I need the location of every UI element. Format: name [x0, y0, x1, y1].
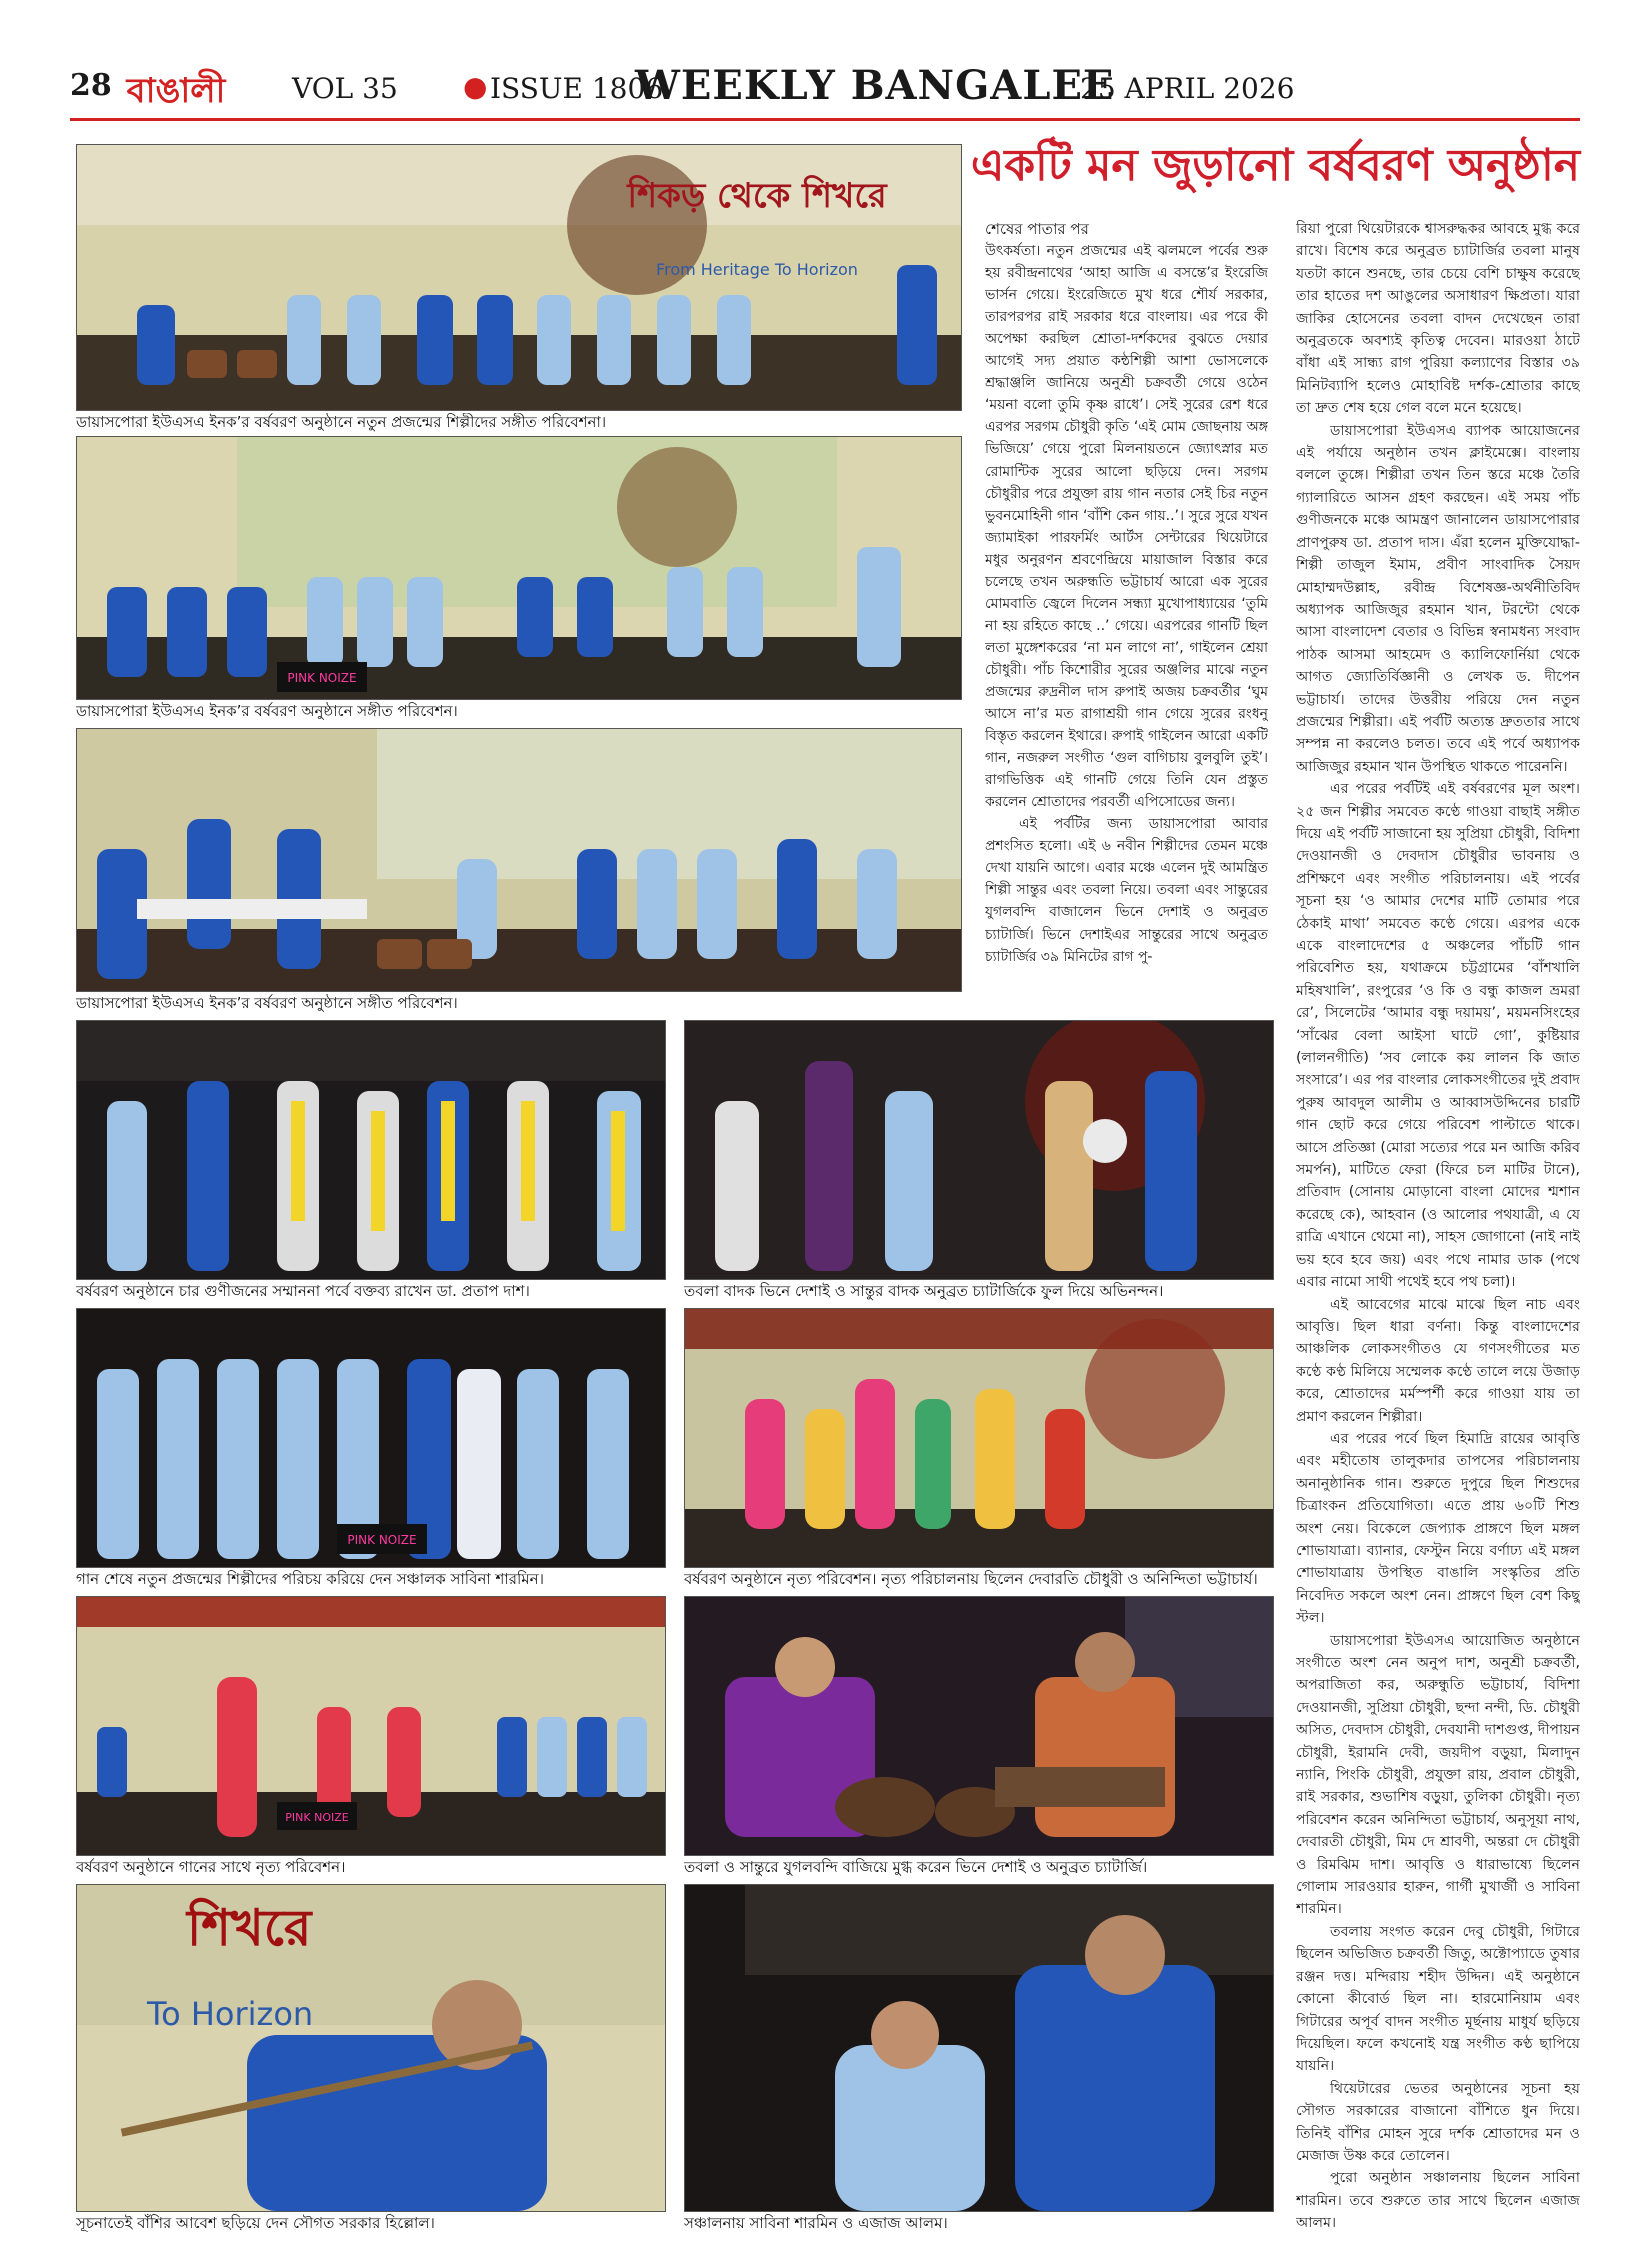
- col2-paragraph-9: পুরো অনুষ্ঠান সঞ্চালনায় ছিলেন সাবিনা শারমিন। তবে শুরুতে তার সাথে ছিলেন এজাজ আলম।: [1296, 2170, 1580, 2232]
- issue-date: 25 APRIL 2026: [1080, 72, 1295, 105]
- speaker-brand-2: PINK NOIZE: [347, 1533, 417, 1547]
- bullet-icon: ●: [463, 70, 488, 103]
- photo-ensemble-singing: [76, 728, 962, 992]
- col2-paragraph-6: ডায়াসপোরা ইউএসএ আয়োজিত অনুষ্ঠানে সংগীতে অংশ নেন অনুপ দাশ, অনুশ্রী চক্রবর্তী, অপরাজিতা কর, অরুন্ধুতি ভট্টাচার্য, বিদিশা দেওয়ানজী, সুপ্রিয়া চৌধুরী, ছন্দা নন্দী, ডি. চৌধুরী অসিত, দেবদাস চৌধুরী, দেবযানী দাশগুপ্ত, দীপায়ন চৌধুরী, ইরামনি দেবী, জয়দীপ বড়ুয়া, মিলাদুন ন্যানি, পিংকি চৌধুরী, প্রযুক্তা রায়, প্রবাল চৌধুরী, রাই সরকার, শুভাশিষ বড়ুয়া, তুলিকা চৌধুরী। নৃত্য পরিবেশন করেন অনিন্দিতা ভট্টাচার্য, অনুসূয়া নাথ, দেবারতী চৌধুরী, মিম দে শ্রাবণী, অন্তরা দে চৌধুরী ও রিমঝিম দাশ। আবৃত্তি ও ধারাভাষ্যে ছিলেন গোলাম সারওয়ার হারুন, গার্গী মুখার্জী ও সাবিনা শারমিন।: [1296, 1632, 1580, 1918]
- article-column-1: [985, 218, 1268, 996]
- photo-singers-jamaica-stage: [76, 436, 962, 700]
- caption-photo3: ডায়াসপোরা ইউএসএ ইনক’র বর্ষবরণ অনুষ্ঠানে সঙ্গীত পরিবেশন।: [76, 994, 458, 1012]
- photo-dance-performance: [684, 1308, 1274, 1568]
- volume: VOL 35: [292, 72, 398, 105]
- photo-artists-introduction: [76, 1308, 666, 1568]
- caption-photo5: তবলা বাদক ভিনে দেশাই ও সান্তুর বাদক অনুব্রত চ্যাটার্জিকে ফুল দিয়ে অভিনন্দন।: [684, 1282, 1164, 1300]
- col2-paragraph-2: ডায়াসপোরা ইউএসএ ব্যাপক আয়োজনের এই পর্যায়ে অনুষ্ঠান তখন ক্লাইমেক্সে। বাংলায় বললে তুঙ্গে। শিল্পীরা তখন তিন স্তরে মঞ্চে তৈরি গ্যালারিতে আসন গ্রহণ করছেন। এই সময় পাঁচ গুণীজনকে মঞ্চে আমন্ত্রণ জানালেন ডায়াসপোরার প্রাণপুরুষ ডা. প্রতাপ দাস। এঁরা হলেন মুক্তিযোদ্ধা-শিল্পী তাজুল ইমাম, প্রবীণ সাংবাদিক সৈয়দ মোহাম্মদউল্লাহ, রবীন্দ্র বিশেষজ্ঞ-অর্থনীতিবিদ অধ্যাপক আজিজুর রহমান খান, টরন্টো থেকে আসা বাংলাদেশ বেতার ও বিভিন্ন স্বনামধন্য সংবাদ পাঠক আসমা আহমেদ ও ক্যালিফোর্নিয়া থেকে আগত জ্যোতির্বিজ্ঞানী ও লেখক ড. দীপেন ভট্টাচার্য। তাদের উত্তরীয় পরিয়ে দেন নতুন প্রজন্মের শিল্পীরা। এই পর্বটি অত্যন্ত দ্রুততার সাথে সম্পন্ন না করলেও চলত। তবে এই পর্বে অধ্যাপক আজিজুর রহমান খান উপস্থিত থাকতে পারেননি।: [1296, 422, 1580, 775]
- backdrop-bangla-partial: শিখরে: [187, 1899, 312, 1957]
- article-column-2: [1296, 218, 1580, 2234]
- page-header: [70, 60, 1580, 122]
- photo-flute-opening: [76, 1884, 666, 2212]
- caption-photo1: ডায়াসপোরা ইউএসএ ইনক’র বর্ষবরণ অনুষ্ঠানে নতুন প্রজন্মের শিল্পীদের সঙ্গীত পরিবেশনা।: [76, 413, 607, 431]
- issue: ISSUE 1806: [490, 72, 664, 105]
- col2-paragraph-5: এর পরের পর্বে ছিল হিমাদ্রি রায়ের আবৃত্তি এবং মহীতোষ তালুকদার তাপসের পরিচালনায় অনানুষ্ঠানিক গান। শুরুতে দুপুরে ছিল শিশুদের চিত্রাংকন প্রতিযোগিতা। এতে প্রায় ৬০টি শিশু অংশ নেয়। বিকেলে জেপ্যাক প্রাঙ্গণে ছিল মঙ্গল শোভাযাত্রা। ব্যানার, ফেস্টুন নিয়ে বর্ণাঢ্য এই মঙ্গল শোভাযাত্রায় উপস্থিত বাঙালি সংস্কৃতির প্রতি নিবেদিত সকলে অংশ নেন। প্রাঙ্গণে ছিল বেশ কিছু স্টল।: [1296, 1430, 1580, 1627]
- backdrop-english-partial: To Horizon: [147, 1995, 314, 2033]
- page-number: 28: [70, 68, 112, 103]
- photo-new-generation-singers: [76, 144, 962, 411]
- header-rule: [70, 118, 1580, 121]
- photo-honoring-guests: [76, 1020, 666, 1280]
- logo-text: বাঙালী: [126, 71, 226, 111]
- col2-paragraph-1: রিয়া পুরো থিয়েটারকে শ্বাসরুদ্ধকর আবহে মুগ্ধ করে রাখে। বিশেষ করে অনুব্রত চ্যাটার্জির তবলা মানুষ যতটা কানে শুনছে, তার চেয়ে বেশি চাক্ষুষ করেছে তার হাতের দশ আঙুলের অসাধারণ ক্ষিপ্রতা। যারা জাকির হোসেনের তবলা বাদন দেখেছেন তারা অনুব্রতকে অবশ্যই কৃতিত্ব দেবেন। মারওয়া ঠাটে বাঁধা এই সান্ধ্য রাগ পুরিয়া কল্যাণের বিস্তার ৩৯ মিনিটব্যাপি হলেও মোহাবিষ্ট দর্শক-শ্রোতার কাছে তা দ্রুত শেষ হয়ে গেল বলে মনে হয়েছে।: [1296, 221, 1580, 417]
- caption-photo7: বর্ষবরণ অনুষ্ঠানে নৃত্য পরিবেশন। নৃত্য পরিচালনায় ছিলেন দেবারতি চৌধুরী ও অনিন্দিতা ভট্টাচার্য।: [684, 1570, 1258, 1588]
- photo-anchors: [684, 1884, 1274, 2212]
- caption-photo9: তবলা ও সান্তুরে যুগলবন্দি বাজিয়ে মুগ্ধ করেন ভিনে দেশাই ও অনুব্রত চ্যাটার্জি।: [684, 1858, 1148, 1876]
- speaker-brand-1: PINK NOIZE: [287, 671, 357, 685]
- article-headline: একটি মন জুড়ানো বর্ষবরণ অনুষ্ঠান: [970, 140, 1580, 191]
- caption-photo10: সূচনাতেই বাঁশির আবেশ ছড়িয়ে দেন সৌগত সরকার হিল্লোল।: [76, 2214, 435, 2232]
- caption-photo4: বর্ষবরণ অনুষ্ঠানে চার গুণীজনের সম্মাননা পর্বে বক্তব্য রাখেন ডা. প্রতাপ দাশ।: [76, 1282, 530, 1300]
- col1-paragraph-1: উৎকর্ষতা। নতুন প্রজন্মের এই ঝলমলে পর্বের শুরু হয় রবীন্দ্রনাথের ‘আহা আজি এ বসন্তে’র ইংরেজি ভার্সন গেয়ে। ইংরেজিতে মুখ ধরে শৌর্য সরকার, তারপরপর রাই সরকার ধরে বাংলায়। এর পরে কী অপেক্ষা করছিল শ্রোতা-দর্শকদের বুঝতে দেয়ার আগেই সদ্য প্রয়াত কন্ঠশিল্পী আশা ভোসলেকে শ্রদ্ধাঞ্জলি জানিয়ে অনুশ্রী চক্রবর্তী গেয়ে ওঠেন ‘ময়না বলো তুমি কৃষ্ণ রাধে’। সেই সুরের রেশ ধরে এরপর সরগম চৌধুরী কৃতি ‘এই মোম জোছনায় অঙ্গ ভিজিয়ে’ গেয়ে পুরো মিলনায়তনে জ্যোৎস্নার মত রোমান্টিক সুরের আলো ছড়িয়ে দেন। সরগম চৌধুরীর পরে প্রযুক্তা রায় গান নতার সেই চির নতুন ভুবনমোহিনী গান ‘বাঁশি কেন গায়..’। সুরে সুরে যখন জ্যামাইকা পারফর্মিং আর্টস সেন্টারের থিয়েটারে মধুর অনুরণন শ্রবণেন্দ্রিয়ে মায়াজাল বিস্তার করে চলেছে তখন অরুন্ধতি ভট্টাচার্য আরো এক সুরের মোমবাতি জ্বেলে দিলেন সন্ধ্যা মুখোপাধ্যায়ের ‘তুমি না হয় রহিতে কাছে ..’ গেয়ে। এরপরের গানটি ছিল লতা মুঙ্গেশকরের ‘না মন লাগে না’, গাইলেন শ্রেয়া চৌধুরী। পাঁচ কিশোরীর সুরের অঞ্জলির মাঝে নতুন প্রজন্মের রুদ্রনীল দাস রুপাই অজয় চক্রবর্তীর ‘ঘুম আসে না’র মত রাগাশ্রয়ী গান গেয়ে সুরের রংধনু বিস্তৃত করলেন ইথারে। রুপাই গাইলেন আরো একটি গান, নজরুল সংগীত ‘গুল বাগিচায় বুলবুলি তুই’। রাগভিত্তিক এই গানটি গেয়ে তিনি যেন প্রস্তুত করলেন শ্রোতাদের পরবর্তী এপিসোডের জন্য।: [985, 243, 1268, 811]
- photo-tabla-santoor: [684, 1596, 1274, 1856]
- continued-from: শেষের পাতার পর: [985, 220, 1089, 238]
- caption-photo11: সঞ্চালনায় সাবিনা শারমিন ও এজাজ আলম।: [684, 2214, 948, 2232]
- photo-felicitation-flowers: [684, 1020, 1274, 1280]
- col2-paragraph-3: এর পরের পর্বটিই এই বর্ষবরণের মূল অংশ। ২৫ জন শিল্পীর সমবেত কণ্ঠে গাওয়া বাছাই সঙ্গীত দিয়ে এই পর্বটি সাজানো হয় সুপ্রিয়া চৌধুরী, বিদিশা দেওয়ানজী ও দেবদাস চৌধুরীর ভাবনায় ও প্রশিক্ষণে এবং সংগীত পরিচালনায়। এই পর্বের সূচনা হয় ‘ও আমার দেশের মাটি তোমার পরে ঠেকাই মাথা’ সমবেত কণ্ঠে গেয়ে। এরপর একে একে বাংলাদেশের ৫ অঞ্চলের পাঁচটি গান পরিবেশিত হয়, যথাক্রমে চট্টগ্রামের ‘বাঁশখালি মহিষখালি’, রংপুরের ‘ও কি ও বন্ধু কাজল ভ্রমরা রে’, সিলেটের ‘আমার বন্ধু দয়াময়’, ময়মনসিংহের ‘সাঁঝের বেলা আইসা ঘাটে গো’, কুষ্টিয়ার (লালনগীতি) ‘সব লোকে কয় লালন কি জাত সংসারে’। এর পর বাংলার লোকসংগীতের দুই প্রবাদ পুরুষ আবদুল আলীম ও আব্বাসউদ্দিনের চারটি গান ছোট করে গেয়ে পরিবেশ পাল্টাতে থাকে। আসে প্রতিজ্ঞা (মোরা সত্যের পরে মন আজি করিব সমর্পন), মাটিতে ফেরা (ফিরে চল মাটির টানে), প্রতিবাদ (সোনায় মোড়ানো বাংলা মোদের শ্মশান করেছে কে), আহবান (ও আলোর পথযাত্রী, এ যে রাত্রি এখানে থেমো না), সাহস জোগানো (নাই নাই ভয় হবে হবে জয়) এবং পথে নামার ডাক (পথে এবার নামো সাথী পথেই হবে পথ চলা)।: [1296, 781, 1580, 1291]
- backdrop-english-1: From Heritage To Horizon: [656, 260, 858, 279]
- bangalee-logo: [120, 60, 232, 116]
- col2-paragraph-4: এই আবেগের মাঝে মাঝে ছিল নাচ এবং আবৃত্তি। ছিল ধারা বর্ণনা। কিন্তু বাংলাদেশের আঞ্চলিক লোকসংগীতও যে গণসংগীতের মত কণ্ঠে কণ্ঠ মিলিয়ে সম্মেলক কণ্ঠে তালে লয়ে উজাড় করে, শ্রোতাদের মর্মস্পর্শী করে গাওয়া যায় তা প্রমাণ করলেন শিল্পীরা।: [1296, 1296, 1580, 1425]
- caption-photo6: গান শেষে নতুন প্রজন্মের শিল্পীদের পরিচয় করিয়ে দেন সঞ্চালক সাবিনা শারমিন।: [76, 1570, 544, 1588]
- caption-photo8: বর্ষবরণ অনুষ্ঠানে গানের সাথে নৃত্য পরিবেশন।: [76, 1858, 346, 1876]
- col2-paragraph-7: তবলায় সংগত করেন দেবু চৌধুরী, গিটারে ছিলেন অভিজিত চক্রবর্তী জিতু, অক্টোপ্যাডে তুষার রঞ্জন দত্ত। মন্দিরায় শহীদ উদ্দিন। এই অনুষ্ঠানে কোনো কীবোর্ড ছিল না। হারমোনিয়াম এবং গিটারের অপূর্ব বাদন সংগীত মূর্ছনায় মাধুর্য ছড়িয়ে দিয়েছিল। ফলে কখনোই যন্ত্র সংগীত কণ্ঠ ছাপিয়ে যায়নি।: [1296, 1923, 1580, 2075]
- publication-title: WEEKLY BANGALEE: [635, 62, 1115, 109]
- backdrop-bangla-1: শিকড় থেকে শিখরে: [627, 176, 887, 216]
- photo-dance-with-song: [76, 1596, 666, 1856]
- col2-paragraph-8: থিয়েটারের ভেতর অনুষ্ঠানের সূচনা হয় সৌগত সরকারের বাজানো বাঁশিতে ধুন দিয়ে। তিনিই বাঁশির মোহন সুরে দর্শক শ্রোতাদের মন ও মেজাজ উষ্ণ করে তোলেন।: [1296, 2080, 1580, 2164]
- col1-paragraph-2: এই পর্বটির জন্য ডায়াসপোরা আবার প্রশংসিত হলো। এই ৬ নবীন শিল্পীদের তেমন মঞ্চে দেখা যায়নি আগে। এবার মঞ্চে এলেন দুই আমন্ত্রিত শিল্পী সান্তুর এবং তবলা নিয়ে। তবলা এবং সান্তুরের যুগলবন্দি বাজালেন ভিনে দেশাই ও অনুব্রত চ্যাটার্জি। ভিনে দেশাইএর সান্তুরের সাথে অনুব্রত চ্যাটার্জির ৩৯ মিনিটের রাগ পু-: [985, 816, 1268, 965]
- caption-photo2: ডায়াসপোরা ইউএসএ ইনক’র বর্ষবরণ অনুষ্ঠানে সঙ্গীত পরিবেশন।: [76, 702, 458, 720]
- speaker-brand-3: PINK NOIZE: [285, 1811, 349, 1824]
